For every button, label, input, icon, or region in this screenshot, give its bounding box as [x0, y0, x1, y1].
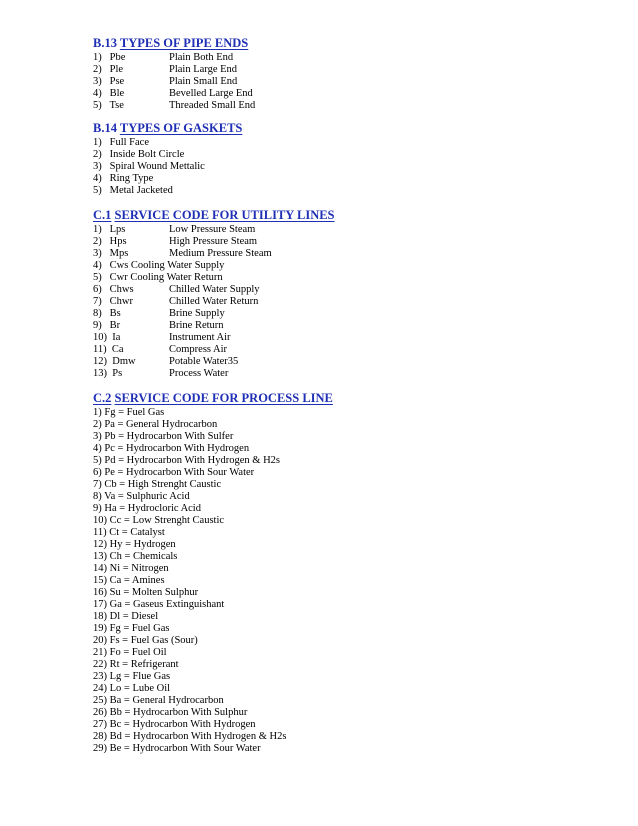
list-item: 4) Pc = Hydrocarbon With Hydrogen [93, 443, 250, 454]
list-item: 1) Fg = Fuel Gas [93, 407, 165, 418]
list-item: 3) Spiral Wound Mettalic [93, 161, 205, 172]
list-item: 20) Fs = Fuel Gas (Sour) [93, 635, 198, 646]
list-item: 1) Lps Low Pressure Steam [93, 224, 256, 235]
list-item: 8) Va = Sulphuric Acid [93, 491, 190, 502]
list-item: 2) Ple Plain Large End [93, 64, 238, 75]
utility-lines-list [93, 224, 593, 380]
list-item: 16) Su = Molten Sulphur [93, 587, 199, 598]
section-code: C.1 [93, 208, 112, 222]
list-item: 22) Rt = Refrigerant [93, 659, 179, 670]
section-title-text: TYPES OF GASKETS [119, 121, 243, 135]
section-title-text: TYPES OF PIPE ENDS [119, 36, 249, 50]
document-page [93, 36, 593, 755]
list-item: 9) Br Brine Return [93, 320, 224, 331]
list-item: 6) Chws Chilled Water Supply [93, 284, 260, 295]
gaskets-heading [93, 121, 593, 136]
list-item: 10) Cc = Low Strenght Caustic [93, 515, 225, 526]
section-title-text: SERVICE CODE FOR PROCESS LINE [114, 391, 333, 405]
list-item: 23) Lg = Flue Gas [93, 671, 171, 682]
list-item: 2) Inside Bolt Circle [93, 149, 185, 160]
pipe-ends-heading [93, 36, 593, 51]
list-item: 13) Ps Process Water [93, 368, 229, 379]
process-line-heading [93, 391, 593, 406]
utility-lines-heading [93, 208, 593, 223]
list-item: 2) Pa = General Hydrocarbon [93, 419, 218, 430]
list-item: 4) Ble Bevelled Large End [93, 88, 253, 99]
list-item: 25) Ba = General Hydrocarbon [93, 695, 224, 706]
list-item: 4) Cws Cooling Water Supply [93, 260, 225, 271]
list-item: 5) Cwr Cooling Water Return [93, 272, 223, 283]
list-item: 7) Chwr Chilled Water Return [93, 296, 259, 307]
section-code: C.2 [93, 391, 112, 405]
list-item: 26) Bb = Hydrocarbon With Sulphur [93, 707, 248, 718]
list-item: 17) Ga = Gaseus Extinguishant [93, 599, 225, 610]
list-item: 19) Fg = Fuel Gas [93, 623, 170, 634]
list-item: 14) Ni = Nitrogen [93, 563, 169, 574]
list-item: 6) Pe = Hydrocarbon With Sour Water [93, 467, 255, 478]
list-item: 8) Bs Brine Supply [93, 308, 225, 319]
list-item: 10) Ia Instrument Air [93, 332, 231, 343]
list-item: 3) Pb = Hydrocarbon With Sulfer [93, 431, 234, 442]
list-item: 5) Pd = Hydrocarbon With Hydrogen & H2s [93, 455, 280, 466]
list-item: 3) Pse Plain Small End [93, 76, 238, 87]
list-item: 11) Ct = Catalyst [93, 527, 165, 538]
list-item: 11) Ca Compress Air [93, 344, 228, 355]
pipe-ends-list [93, 52, 593, 112]
list-item: 5) Metal Jacketed [93, 185, 173, 196]
list-item: 24) Lo = Lube Oil [93, 683, 171, 694]
list-item: 7) Cb = High Strenght Caustic [93, 479, 222, 490]
section-title-text: SERVICE CODE FOR UTILITY LINES [114, 208, 335, 222]
list-item: 29) Be = Hydrocarbon With Sour Water [93, 743, 261, 754]
list-item: 1) Pbe Plain Both End [93, 52, 234, 63]
gaskets-list [93, 137, 593, 197]
list-item: 1) Full Face [93, 137, 149, 148]
list-item: 9) Ha = Hydrocloric Acid [93, 503, 201, 514]
process-line-list [93, 407, 593, 755]
section-code: B.13 [93, 36, 117, 50]
list-item: 12) Dmw Potable Water35 [93, 356, 239, 367]
section-code: B.14 [93, 121, 117, 135]
list-item: 15) Ca = Amines [93, 575, 165, 586]
list-item: 18) Dl = Diesel [93, 611, 159, 622]
list-item: 3) Mps Medium Pressure Steam [93, 248, 272, 259]
list-item: 12) Hy = Hydrogen [93, 539, 176, 550]
list-item: 2) Hps High Pressure Steam [93, 236, 258, 247]
list-item: 27) Bc = Hydrocarbon With Hydrogen [93, 719, 256, 730]
list-item: 21) Fo = Fuel Oil [93, 647, 167, 658]
list-item: 4) Ring Type [93, 173, 154, 184]
list-item: 13) Ch = Chemicals [93, 551, 178, 562]
list-item: 5) Tse Threaded Small End [93, 100, 256, 111]
list-item: 28) Bd = Hydrocarbon With Hydrogen & H2s [93, 731, 287, 742]
